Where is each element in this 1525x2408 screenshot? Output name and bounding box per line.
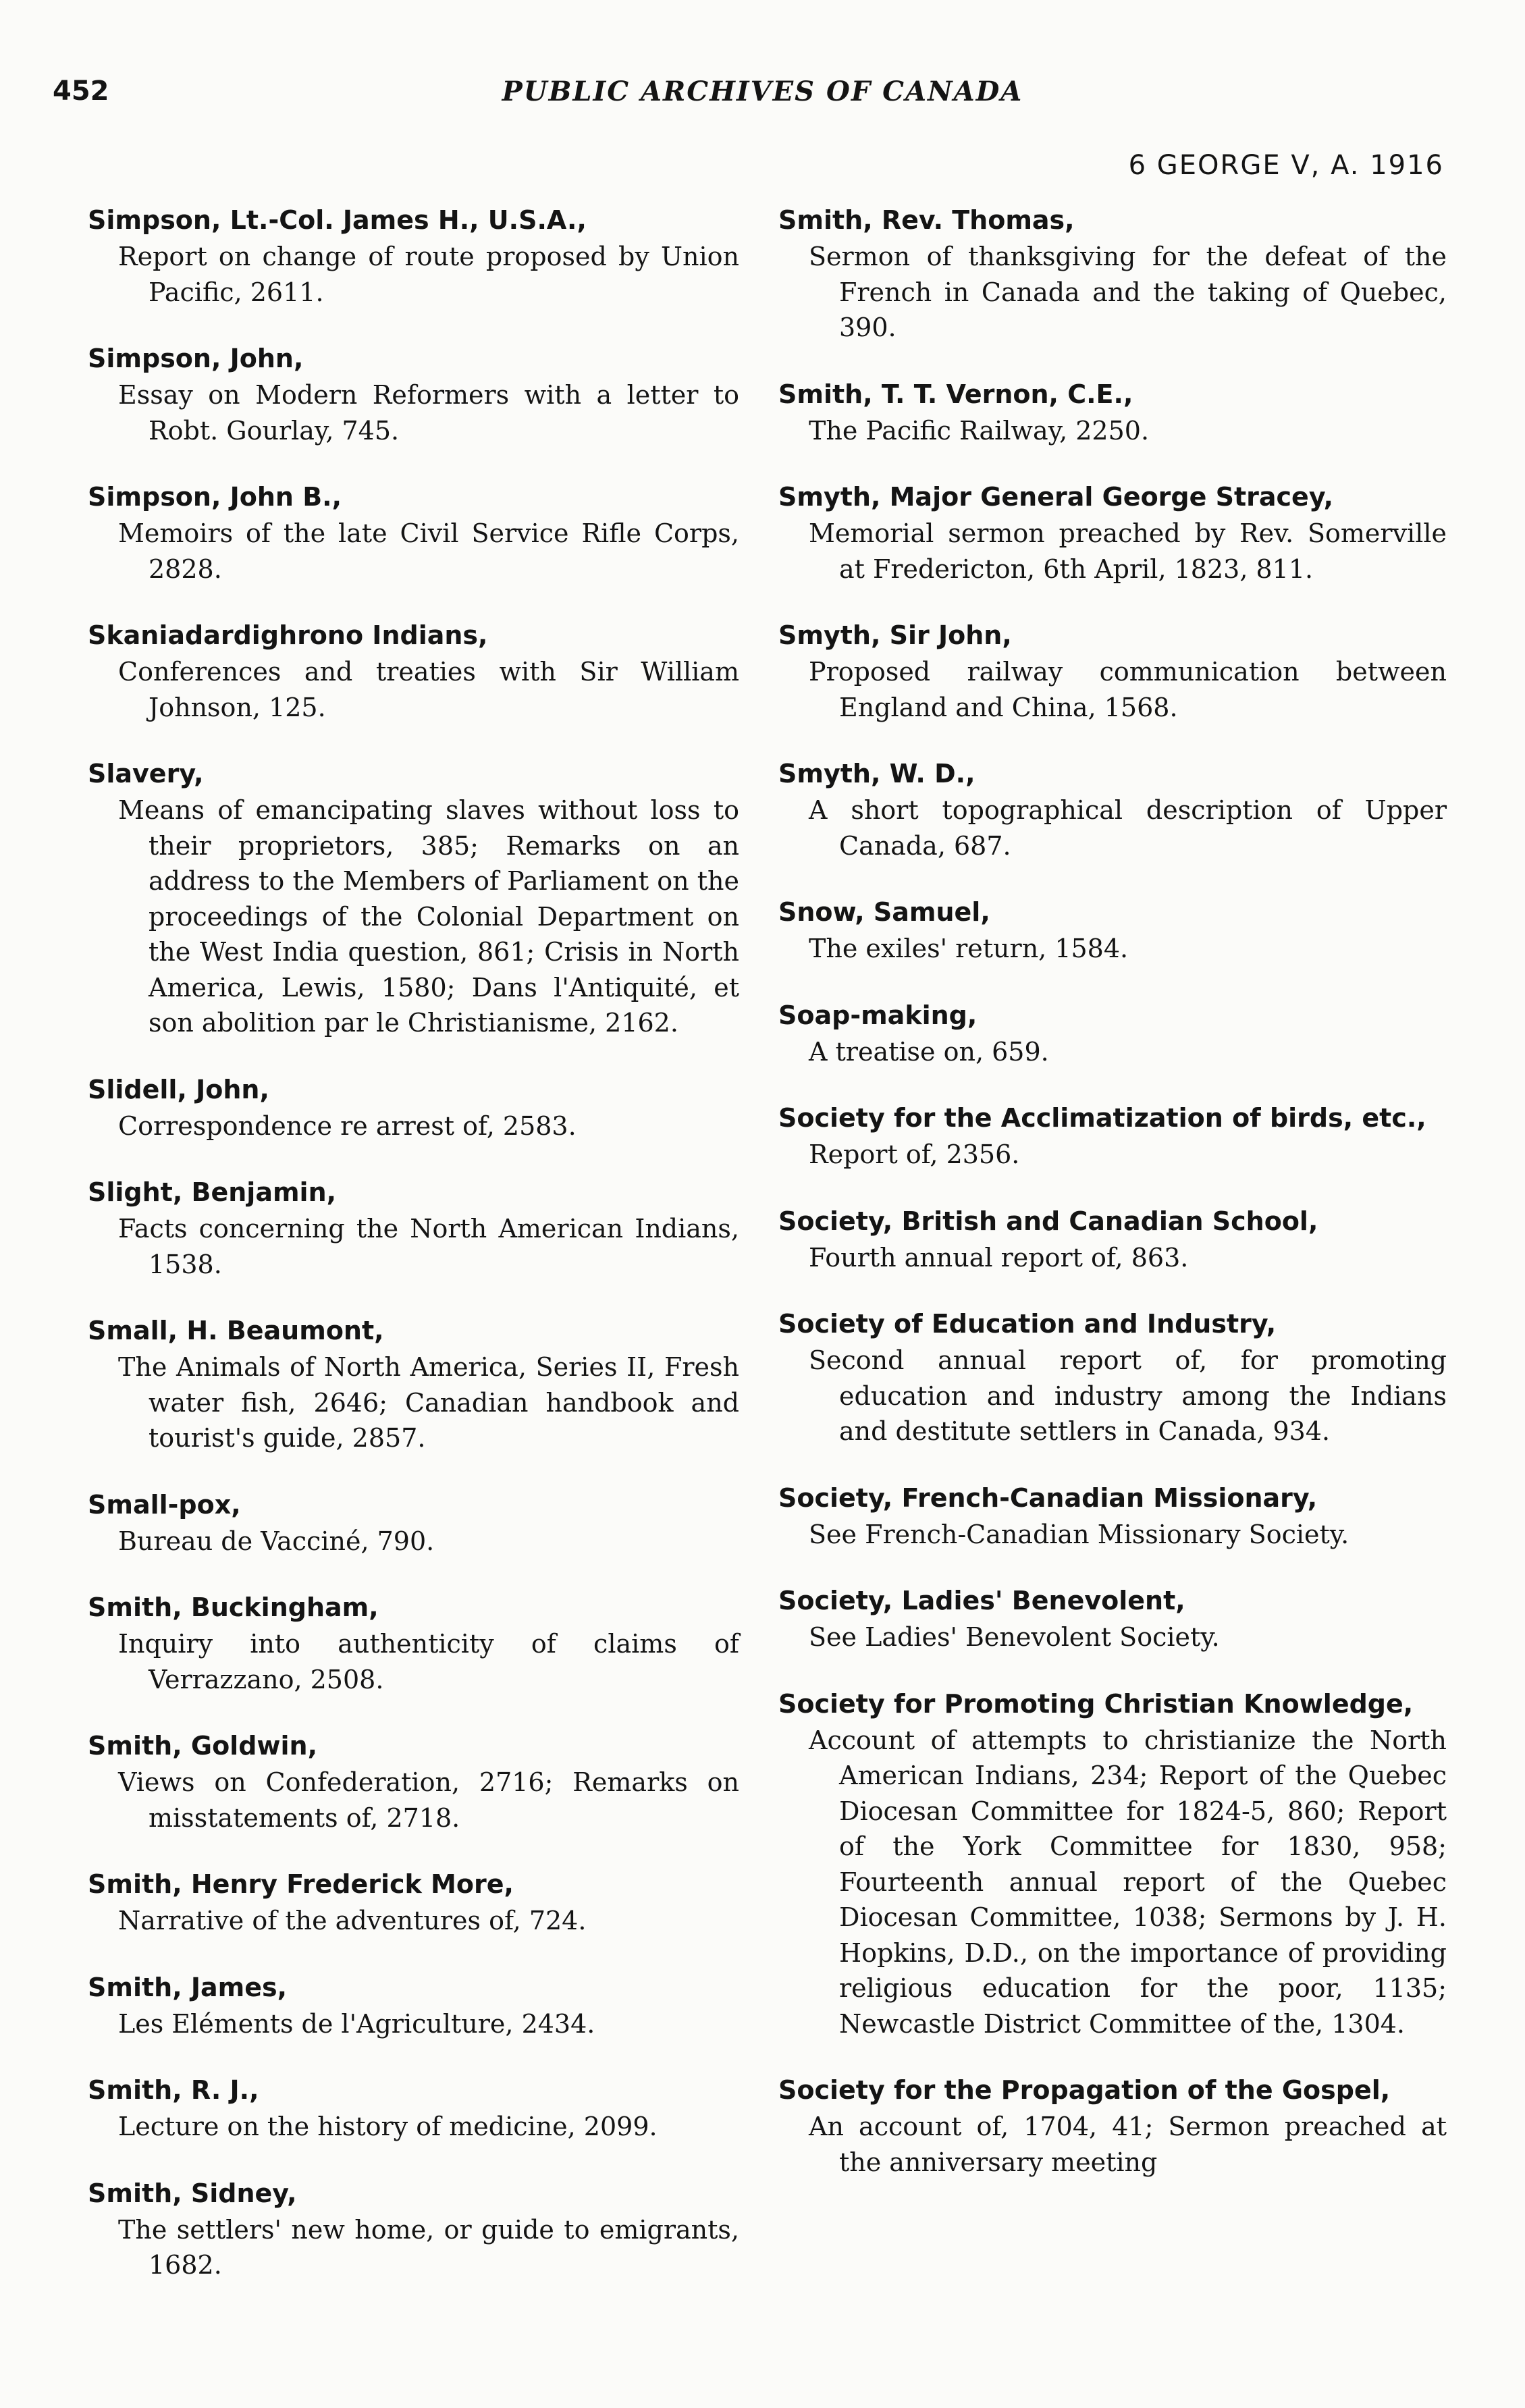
entry-heading: Society for the Acclimatization of birds, etc.,	[778, 1103, 1426, 1133]
index-entry	[88, 2174, 739, 2283]
session-line: 6 GEORGE V, A. 1916	[1128, 150, 1444, 181]
entry-heading: Society, Ladies' Benevolent,	[778, 1586, 1185, 1615]
index-entry	[778, 1099, 1447, 1173]
entry-heading: Smith, Sidney,	[88, 2178, 297, 2208]
index-entry	[778, 1305, 1447, 1449]
entry-heading: Smith, Henry Frederick More,	[88, 1869, 514, 1899]
index-entry	[88, 1969, 739, 2042]
index-entry	[778, 478, 1447, 587]
entry-body: Account of attempts to christianize the North American Indians, 234; Report of the Quebec Diocesan Committee for 1824-5, 860; Report of the York Committee for 1830, 958; Fourteenth annual report of the Quebec Diocesan Committee, 1038; Sermons by J. H. Hopkins, D.D., on the importance of providing religious education for the poor, 1135; Newcastle District Committee of the, 1304.	[809, 1725, 1447, 2039]
index-entry	[88, 616, 739, 725]
entry-body: Memorial sermon preached by Rev. Somerville at Fredericton, 6th April, 1823, 811.	[809, 518, 1447, 584]
entry-heading: Smyth, W. D.,	[778, 759, 975, 788]
entry-heading: Small, H. Beaumont,	[88, 1316, 384, 1345]
left-column	[88, 201, 739, 2313]
entry-body: Report on change of route proposed by Union Pacific, 2611.	[118, 242, 739, 307]
entry-body: A treatise on, 659.	[809, 1036, 1049, 1067]
entry-heading: Smith, R. J.,	[88, 2075, 259, 2105]
index-entry	[88, 755, 739, 1041]
entry-body: The settlers' new home, or guide to emigrants, 1682.	[118, 2214, 739, 2280]
entry-body: A short topographical description of Upper Canada, 687.	[809, 795, 1447, 861]
entry-body: Views on Confederation, 2716; Remarks on misstatements of, 2718.	[118, 1767, 739, 1833]
entry-heading: Simpson, John B.,	[88, 482, 342, 512]
entry-body: The exiles' return, 1584.	[809, 934, 1129, 963]
entry-body: Essay on Modern Reformers with a letter to Robt. Gourlay, 745.	[118, 380, 739, 446]
index-entry	[778, 1582, 1447, 1655]
entry-heading: Snow, Samuel,	[778, 897, 990, 927]
index-entry	[88, 1486, 739, 1559]
index-entry	[778, 755, 1447, 863]
index-entry	[88, 1071, 739, 1144]
index-entry	[88, 1727, 739, 1836]
entry-body: Proposed railway communication between England and China, 1568.	[809, 657, 1447, 722]
entry-heading: Soap-making,	[778, 1000, 978, 1030]
entry-body: Correspondence re arrest of, 2583.	[118, 1111, 577, 1141]
index-entry	[778, 893, 1447, 967]
index-entry	[778, 996, 1447, 1070]
entry-heading: Smyth, Sir John,	[778, 620, 1012, 650]
index-entry	[778, 201, 1447, 346]
right-column	[778, 201, 1447, 2210]
entry-heading: Society for Promoting Christian Knowledge,	[778, 1688, 1414, 1719]
entry-heading: Smyth, Major General George Stracey,	[778, 482, 1334, 512]
entry-heading: Smith, Rev. Thomas,	[778, 205, 1075, 235]
entry-body: Lecture on the history of medicine, 2099.	[118, 2112, 658, 2141]
entry-heading: Society of Education and Industry,	[778, 1309, 1277, 1339]
entry-body: Inquiry into authenticity of claims of Verrazzano, 2508.	[118, 1629, 739, 1694]
entry-body: The Animals of North America, Series II, Fresh water fish, 2646; Canadian handbook and tourist's guide, 2857.	[118, 1352, 739, 1453]
entry-body: Second annual report of, for promoting education and industry among the Indians and destitute settlers in Canada, 934.	[809, 1345, 1447, 1446]
index-entry	[88, 478, 739, 587]
entry-heading: Society, French-Canadian Missionary,	[778, 1482, 1318, 1513]
entry-body: The Pacific Railway, 2250.	[809, 415, 1150, 446]
index-entry	[778, 1202, 1447, 1276]
index-entry	[778, 2071, 1447, 2180]
index-entry	[778, 1685, 1447, 2042]
entry-heading: Smith, Buckingham,	[88, 1593, 379, 1622]
running-title: PUBLIC ARCHIVES OF CANADA	[502, 76, 1023, 107]
entry-body: Conferences and treaties with Sir William Johnson, 125.	[118, 657, 739, 722]
entry-heading: Simpson, Lt.-Col. James H., U.S.A.,	[88, 205, 587, 235]
entry-heading: Smith, James,	[88, 1972, 288, 2002]
entry-body: Report of, 2356.	[809, 1140, 1020, 1169]
index-entry	[778, 1479, 1447, 1553]
entry-heading: Skaniadardighrono Indians,	[88, 620, 488, 650]
entry-body: Memoirs of the late Civil Service Rifle Corps, 2828.	[118, 518, 739, 584]
entry-body: Facts concerning the North American Indians, 1538.	[118, 1214, 739, 1279]
index-entry	[88, 1312, 739, 1456]
entry-heading: Smith, T. T. Vernon, C.E.,	[778, 379, 1133, 409]
entry-heading: Small-pox,	[88, 1489, 241, 1520]
entry-heading: Society, British and Canadian School,	[778, 1206, 1318, 1236]
index-entry	[88, 201, 739, 310]
index-entry	[88, 1173, 739, 1282]
index-entry	[778, 616, 1447, 725]
entry-heading: Slight, Benjamin,	[88, 1177, 337, 1207]
entry-heading: Slavery,	[88, 759, 204, 788]
entry-body: See Ladies' Benevolent Society.	[809, 1622, 1220, 1652]
index-entry	[88, 340, 739, 448]
index-entry	[88, 2071, 739, 2145]
entry-heading: Slidell, John,	[88, 1074, 269, 1104]
entry-body: Means of emancipating slaves without loss to their proprietors, 385; Remarks on an address to the Members of Parliament on the proceedings of the Colonial Department on the West India question, 861; Crisis in North America, Lewis, 1580; Dans l'Antiquité, et son abolition par le Christianisme, 2162.	[118, 795, 739, 1038]
entry-body: Narrative of the adventures of, 724.	[118, 1906, 587, 1935]
index-entry	[88, 1865, 739, 1939]
entry-body: Fourth annual report of, 863.	[809, 1242, 1189, 1273]
entry-body: An account of, 1704, 41; Sermon preached at the anniversary meeting	[809, 2112, 1447, 2177]
entry-heading: Simpson, John,	[88, 344, 304, 373]
page-number: 452	[53, 76, 109, 107]
index-entry	[778, 375, 1447, 449]
entry-body: Sermon of thanksgiving for the defeat of the French in Canada and the taking of Quebec, 390.	[809, 242, 1447, 342]
entry-body: See French-Canadian Missionary Society.	[809, 1519, 1349, 1549]
entry-body: Bureau de Vacciné, 790.	[118, 1526, 435, 1556]
entry-heading: Smith, Goldwin,	[88, 1731, 318, 1761]
entry-heading: Society for the Propagation of the Gospel,	[778, 2075, 1391, 2105]
index-entry	[88, 1588, 739, 1697]
entry-body: Les Eléments de l'Agriculture, 2434.	[118, 2008, 595, 2039]
